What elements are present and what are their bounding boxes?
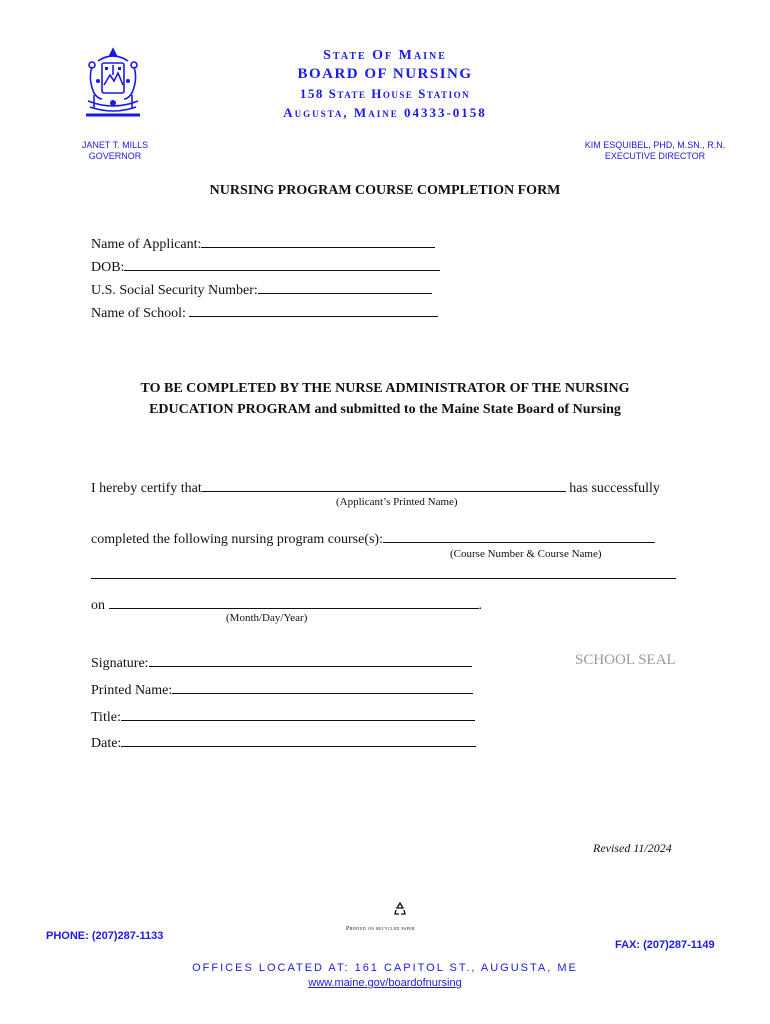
date-field[interactable] [91, 731, 476, 755]
printed-name-line[interactable] [172, 678, 473, 694]
title-line[interactable] [121, 705, 475, 721]
director-block [570, 140, 740, 162]
revised-date: Revised 11/2024 [593, 841, 672, 855]
applicant-printed-name-line[interactable] [202, 476, 566, 492]
school-field[interactable] [91, 301, 438, 325]
applicant-caption: (Applicant’s Printed Name) [336, 496, 458, 508]
signature-label: Signature: [91, 656, 149, 671]
signature-field[interactable] [91, 651, 472, 675]
success-text: has successfully [565, 481, 660, 496]
applicant-name-field[interactable] [91, 232, 435, 256]
governor-name: JANET T. MILLS [81, 140, 149, 150]
website-link[interactable]: www.maine.gov/boardofnursing [308, 977, 462, 989]
completed-label: completed the following nursing program course(s): [91, 532, 383, 547]
recycled-note: Printed on recycled paper [346, 926, 415, 932]
applicant-name-line[interactable] [201, 232, 435, 248]
governor-title: GOVERNOR [88, 151, 142, 161]
instructions-line-2: EDUCATION PROGRAM and submitted to the Maine State Board of Nursing [149, 402, 621, 417]
fax-number: FAX: (207)287-1149 [615, 939, 715, 951]
title-field[interactable] [91, 705, 475, 729]
offices-address: OFFICES LOCATED AT: 161 CAPITOL ST., AUGUSTA, ME [192, 962, 578, 974]
ssn-line[interactable] [258, 278, 432, 294]
recycle-icon [394, 902, 406, 916]
ssn-label: U.S. Social Security Number: [91, 283, 258, 298]
title-label: Title: [91, 710, 121, 725]
dob-line[interactable] [124, 255, 440, 271]
course-line[interactable] [383, 527, 655, 543]
period: . [478, 598, 482, 613]
course-line-2[interactable] [91, 578, 676, 579]
director-title: EXECUTIVE DIRECTOR [604, 151, 706, 161]
school-seal-label: SCHOOL SEAL [575, 652, 676, 668]
state-seal-icon [78, 45, 148, 125]
dob-label: DOB: [91, 260, 125, 275]
header-street: 158 State House Station [299, 86, 471, 101]
date-caption: (Month/Day/Year) [226, 612, 308, 624]
website-link-container [0, 977, 770, 989]
certify-label: I hereby certify that [91, 481, 202, 496]
dob-field[interactable] [91, 255, 440, 279]
instructions-line-1: TO BE COMPLETED BY THE NURSE ADMINISTRATOR OF THE NURSING [140, 381, 630, 396]
signature-line[interactable] [149, 651, 472, 667]
on-label: on [91, 598, 109, 613]
header-state: State Of Maine [323, 48, 447, 63]
school-line[interactable] [189, 301, 438, 317]
instructions [0, 378, 770, 420]
header-city: Augusta, Maine 04333-0158 [283, 105, 487, 120]
school-label: Name of School: [91, 306, 190, 321]
date-line[interactable] [121, 731, 476, 747]
phone-number: PHONE: (207)287-1133 [46, 930, 164, 942]
governor-block [60, 140, 170, 162]
completion-date-line[interactable] [109, 593, 479, 609]
date-label: Date: [91, 736, 122, 751]
board-header [185, 46, 585, 122]
header-board: BOARD OF NURSING [297, 66, 473, 82]
ssn-field[interactable] [91, 278, 432, 302]
printed-name-label: Printed Name: [91, 683, 173, 698]
form-title: NURSING PROGRAM COURSE COMPLETION FORM [209, 183, 561, 198]
director-name: KIM ESQUIBEL, PHD, M.SN., R.N. [584, 140, 726, 150]
printed-name-field[interactable] [91, 678, 473, 702]
applicant-name-label: Name of Applicant: [91, 237, 202, 252]
course-caption: (Course Number & Course Name) [450, 548, 602, 560]
